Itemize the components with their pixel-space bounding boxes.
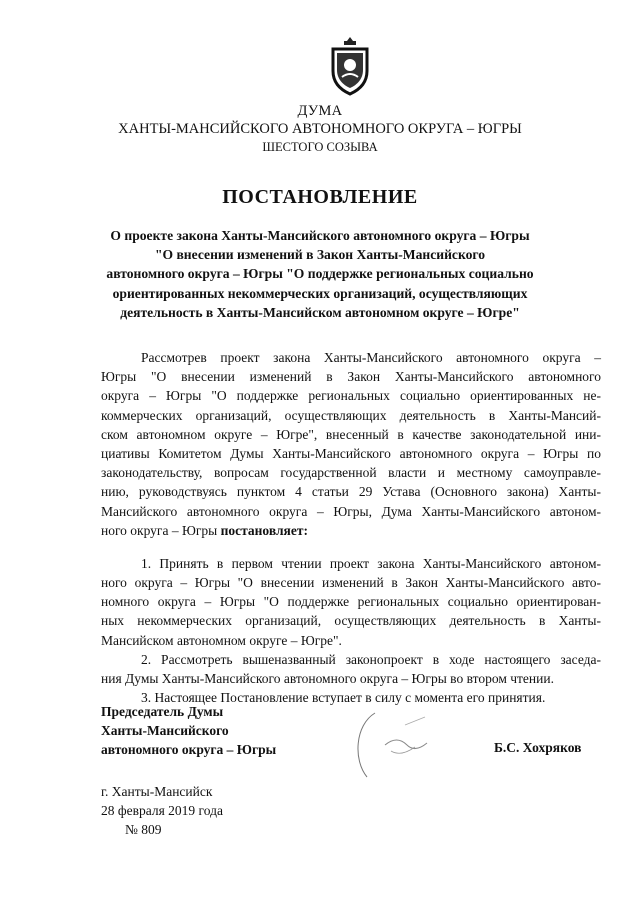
chairman-title-line: Ханты-Мансийского [101,723,229,739]
preamble-line: циативы Комитетом Думы Ханты-Мансийского автономного округа – Югры по [101,445,601,461]
item1-line: ных некоммерческих организаций, осуществляющих деятельность в Ханты- [101,613,601,629]
handwritten-signature [345,705,455,785]
chairman-title [101,702,276,760]
document-type-title: ПОСТАНОВЛЕНИЕ [222,186,418,208]
subject-line: деятельность в Ханты-Мансийском автономном округе – Югре" [120,304,520,320]
item2-line: 2. Рассмотреть вышеназванный законопроект в ходе настоящего заседа- [141,651,601,667]
document-subject [70,226,570,322]
chairman-title-line: Председатель Думы [101,704,224,719]
org-name-line1: ДУМА [297,103,343,119]
preamble-line: округа – Югры "О поддержке региональных социально ориентированных не- [101,388,601,404]
org-name-line2: ХАНТЫ-МАНСИЙСКОГО АВТОНОМНОГО ОКРУГА – ЮГРЫ [118,121,522,137]
city: г. Ханты-Мансийск [101,784,213,799]
preamble-line: нию, руководствуясь пунктом 4 статьи 29 Устава (Основного закона) Ханты- [101,484,601,500]
preamble-line: ском автономном округе – Югре", внесенный в качестве законодательной ини- [101,426,601,442]
preamble-line: Мансийского автономного округа – Югры, Дума Ханты-Мансийского автоном- [101,503,601,519]
preamble-last-line: ного округа – Югры постановляет: [101,522,308,538]
subject-line: О проекте закона Ханты-Мансийского автономного округа – Югры [110,228,530,243]
item1-line: ного округа – Югры "О внесении изменений в Закон Ханты-Мансийского авто- [101,575,601,591]
item1-line: 1. Принять в первом чтении проект закона Ханты-Мансийского автоном- [141,555,601,571]
item1-line: Мансийском автономном округе – Югре". [101,632,342,648]
document-date: 28 февраля 2019 года [101,803,223,819]
coat-of-arms-icon [327,35,373,97]
item3-line: 3. Настоящее Постановление вступает в силу с момента его принятия. [141,690,546,706]
preamble-line: Югры "О внесении изменений в Закон Ханты-Мансийского автономного [101,369,601,385]
subject-line: "О внесении изменений в Закон Ханты-Мансийского [154,247,486,263]
convocation-line: ШЕСТОГО СОЗЫВА [262,140,378,154]
subject-line: ориентированных некоммерческих организаций, осуществляющих [112,285,528,301]
resolves-label: постановляет: [220,522,308,538]
subject-line: автономного округа – Югры "О поддержке региональных социально [106,266,534,282]
document-body [101,348,601,707]
item2-line: ния Думы Ханты-Мансийского автономного округа – Югры во втором чтении. [101,671,554,686]
preamble-line: коммерческих организаций, осуществляющих деятельность в Ханты-Мансий- [101,407,601,423]
preamble-line: Рассмотрев проект закона Ханты-Мансийского автономного округа – [141,350,601,365]
document-footer [101,782,223,840]
document-number: № 809 [125,822,162,838]
chairman-title-line: автономного округа – Югры [101,742,277,758]
item1-line: номного округа – Югры "О поддержке региональных социально ориентирован- [101,594,601,610]
preamble-line: законодательству, вопросам государственной власти и местному самоуправле- [101,465,601,481]
signer-name: Б.С. Хохряков [494,740,582,755]
